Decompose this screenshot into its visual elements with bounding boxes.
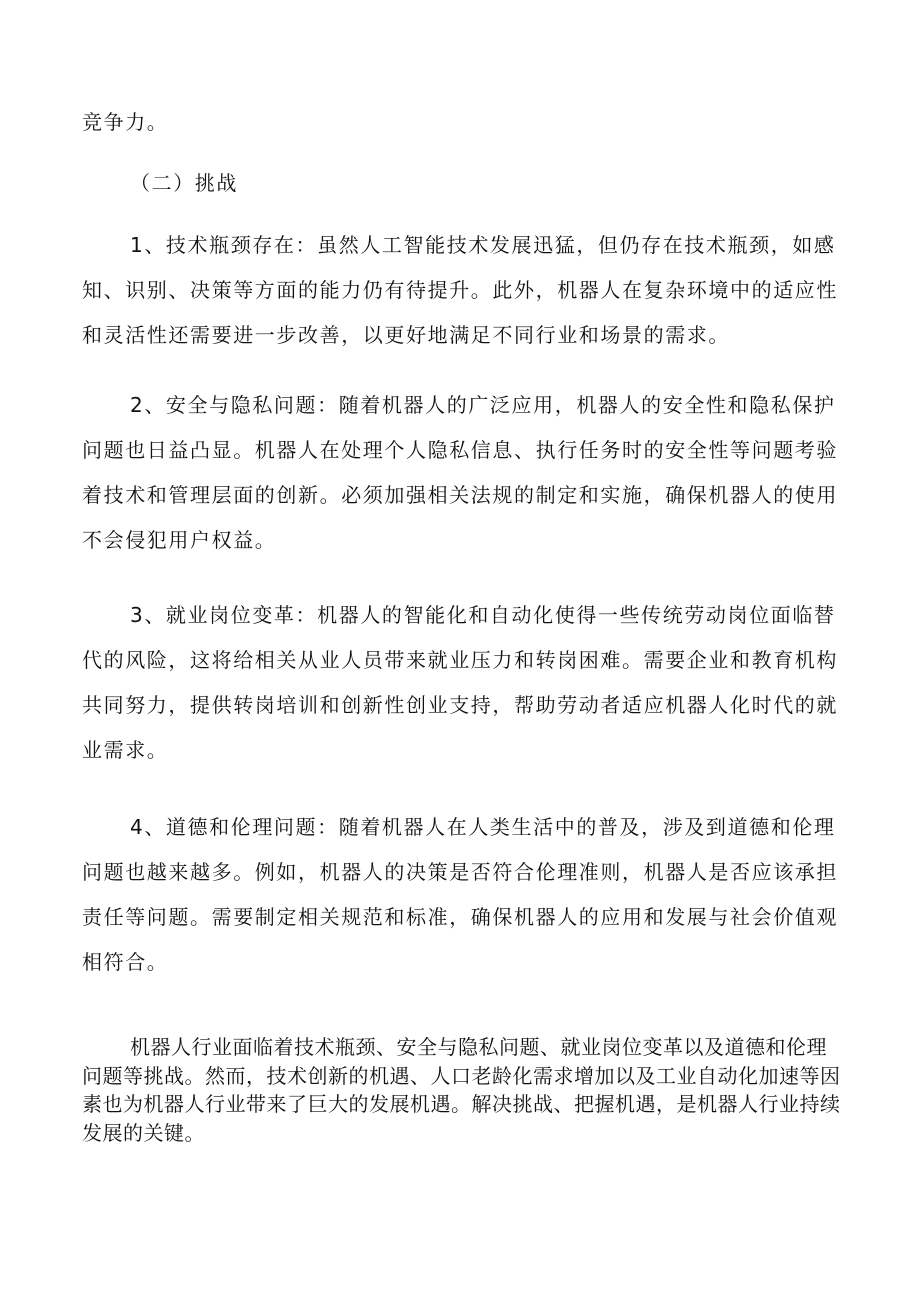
summary-paragraph: 机器人行业面临着技术瓶颈、安全与隐私问题、就业岗位变革以及道德和伦理问题等挑战。然而，技术创新的机遇、人口老龄化需求增加以及工业自动化加速等因素也为机器人行业带来了巨大的发展机遇。解决挑战、把握机遇，是机器人行业持续发展的关键。	[82, 1035, 841, 1145]
continuation-text: 竞争力。	[82, 110, 169, 134]
challenge-paragraph-1: 1、技术瓶颈存在：虽然人工智能技术发展迅猛，但仍存在技术瓶颈，如感知、识别、决策等方面的能力仍有待提升。此外，机器人在复杂环境中的适应性和灵活性还需要进一步改善，以更好地满足不同行业和场景的需求。	[82, 233, 838, 347]
section-heading: （二）挑战	[130, 171, 238, 195]
challenge-paragraph-3: 3、就业岗位变革：机器人的智能化和自动化使得一些传统劳动岗位面临替代的风险，这将给相关从业人员带来就业压力和转岗困难。需要企业和教育机构共同努力，提供转岗培训和创新性创业支持，帮助劳动者适应机器人化时代的就业需求。	[82, 603, 838, 762]
challenge-paragraph-4: 4、道德和伦理问题：随着机器人在人类生活中的普及，涉及到道德和伦理问题也越来越多。例如，机器人的决策是否符合伦理准则，机器人是否应该承担责任等问题。需要制定相关规范和标准，确保机器人的应用和发展与社会价值观相符合。	[82, 815, 838, 974]
challenge-paragraph-2: 2、安全与隐私问题：随着机器人的广泛应用，机器人的安全性和隐私保护问题也日益凸显。机器人在处理个人隐私信息、执行任务时的安全性等问题考验着技术和管理层面的创新。必须加强相关法规的制定和实施，确保机器人的使用不会侵犯用户权益。	[82, 393, 838, 552]
